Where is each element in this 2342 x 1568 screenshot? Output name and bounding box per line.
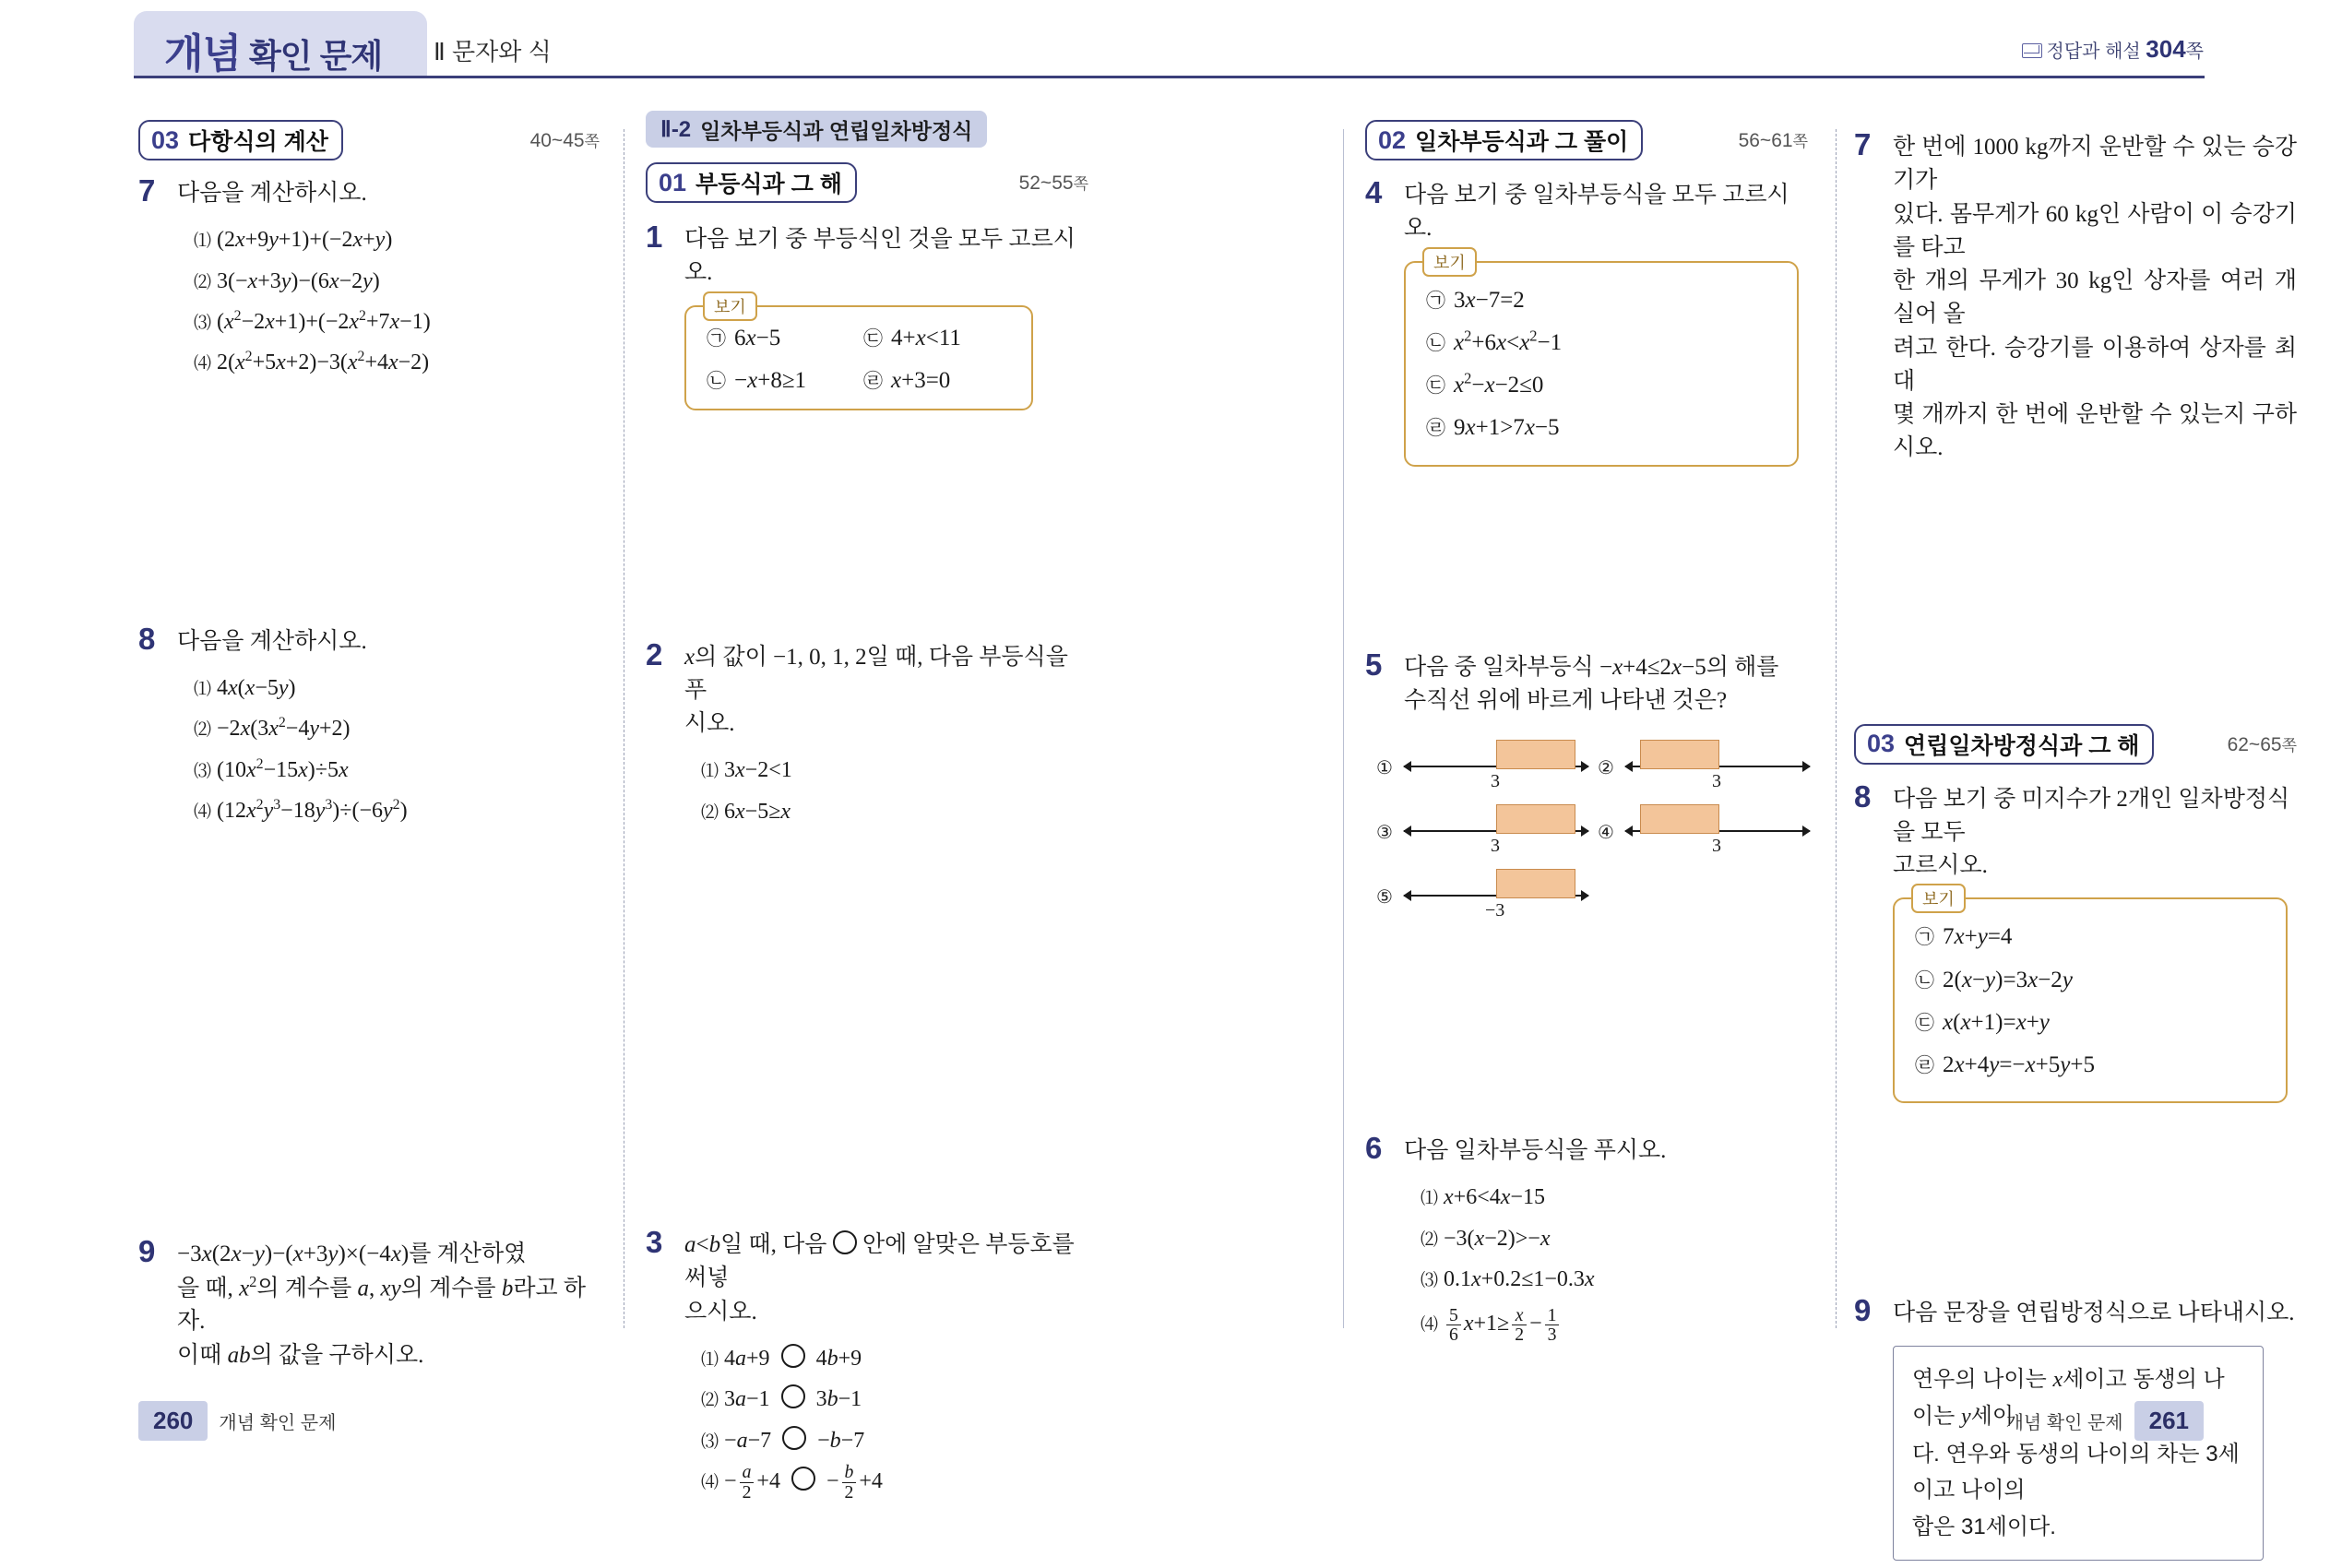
subitem-label: ⑷ — [1421, 1315, 1439, 1336]
choice-expr: 6x−5 — [734, 325, 781, 350]
unit-name: 일차부등식과 연립일차방정식 — [700, 118, 973, 143]
choice-marker: ㉡ — [707, 369, 726, 392]
footer-label-left: 개념 확인 문제 — [219, 1413, 337, 1433]
subitem-expr: $\frac{5}{6}$ x+1≥ $\frac{x}{2}$ − $\frac{1}{3}$ — [1444, 1312, 1562, 1336]
choice-marker: ㉡ — [1426, 331, 1445, 354]
column-2 — [646, 111, 1088, 1509]
subitem-expr: $(10x^2-15x)\div 5x$ — [217, 755, 349, 782]
problem-line-1: 다음 보기 중 미지수가 2개인 일차방정식을 모두 — [1893, 786, 2290, 845]
subitem-label: ⑴ — [701, 1349, 719, 1370]
problem-text: 다음 보기 중 일차부등식을 모두 고르시오. — [1404, 183, 1789, 242]
problem-line-1: x의 값이 −1, 0, 1, 2일 때, 다음 부등식을 푸 — [684, 644, 1068, 703]
subitem-label: ⑵ — [1421, 1229, 1439, 1250]
problem-5 — [1365, 647, 1808, 923]
choice-marker: ㉡ — [1915, 968, 1934, 992]
option-marker: ① — [1376, 758, 1393, 778]
subitem — [1421, 1300, 1808, 1348]
solution-band — [1640, 804, 1719, 834]
column-4 — [1854, 127, 2297, 1568]
bogi-choice — [1426, 279, 1777, 322]
choice-expr: x(x+1)=x+y — [1943, 1009, 2050, 1035]
bogi-choice — [863, 366, 1011, 394]
problem-number: 8 — [1854, 778, 1872, 814]
choice-expr: x+3=0 — [891, 367, 951, 393]
range-unit: 쪽 — [1073, 175, 1088, 193]
section-heading-03-right — [1854, 724, 2297, 765]
subitem — [194, 220, 600, 260]
subitem-label: ⑵ — [701, 1391, 719, 1411]
problem-number: 7 — [138, 173, 156, 208]
problem-text — [684, 1229, 1088, 1329]
section-page-range — [1739, 128, 1808, 152]
numberline-option-3[interactable] — [1376, 802, 1588, 856]
subitem — [701, 1379, 1088, 1420]
footer-right — [2006, 1401, 2204, 1441]
range-unit: 쪽 — [1792, 133, 1808, 150]
problem-line-2: 시오. — [684, 711, 735, 736]
subitem — [1421, 1259, 1808, 1300]
bogi-choice — [1915, 916, 2265, 958]
subitem-expr: 4x(x−5y) — [217, 676, 296, 701]
subitem-label: ⑴ — [194, 680, 212, 700]
subitem-label: ⑷ — [194, 354, 212, 374]
bogi-tag: 보기 — [1911, 884, 1966, 913]
section-page-range — [2228, 732, 2297, 756]
choice-expr: 3x−7=2 — [1454, 287, 1525, 313]
statement-box — [1893, 1346, 2264, 1562]
choice-marker: ㉠ — [1915, 926, 1934, 949]
subitem-label: ⑴ — [194, 232, 212, 252]
problem-line-3: 이때 ab의 값을 구하시오. — [177, 1342, 424, 1368]
problem-line-4: 려고 한다. 승강기를 이용하여 상자를 최대 — [1893, 335, 2297, 394]
bogi-choice — [707, 324, 854, 351]
unit-number: Ⅱ-2 — [660, 116, 692, 142]
problem-subitems — [701, 750, 1088, 832]
bogi-choices — [1426, 279, 1777, 450]
subitem — [194, 261, 600, 302]
bogi-choice — [707, 366, 854, 394]
statement-line-1: 연우의 나이는 x세이고 동생의 나이는 y세이 — [1912, 1366, 2225, 1430]
numberline-option-1[interactable] — [1376, 738, 1588, 791]
subitem — [701, 750, 1088, 790]
subitem-expr: x+6<4x−15 — [1444, 1185, 1545, 1210]
option-marker: ③ — [1376, 823, 1393, 843]
problem-number: 5 — [1365, 647, 1383, 682]
problem-text: 다음 문장을 연립방정식으로 나타내시오. — [1893, 1301, 2295, 1326]
answer-reference — [2022, 35, 2204, 64]
subitem-expr: −a−7 −b−7 — [724, 1429, 864, 1453]
subitem-label: ⑶ — [194, 761, 212, 781]
statement-line-3: 합은 31세이다. — [1912, 1514, 2056, 1539]
bogi-choices — [1915, 916, 2265, 1087]
subitem-label: ⑴ — [1421, 1189, 1439, 1209]
answer-label: 정답과 해설 — [2046, 42, 2141, 62]
tick-label: 3 — [1712, 836, 1721, 856]
choice-marker: ㉠ — [707, 327, 726, 350]
page-title-emphasis: 개념 — [164, 31, 242, 77]
problem-subitems — [1421, 1177, 1808, 1348]
bogi-tag: 보기 — [703, 291, 757, 321]
subitem — [1421, 1218, 1808, 1259]
choice-expr: 7x+y=4 — [1943, 924, 2013, 950]
column-1 — [138, 120, 600, 1380]
tick-label: 3 — [1712, 771, 1721, 791]
subitem — [194, 342, 600, 383]
problem-line-2: 수직선 위에 바르게 나타낸 것은? — [1404, 687, 1728, 713]
bogi-choice — [1426, 322, 1777, 364]
problem-line-2: 으시오. — [684, 1299, 757, 1324]
subitem-expr: 3a−1 3b−1 — [724, 1387, 862, 1411]
subitem-expr: $(12x^2y^3-18y^3)\div(-6y^2)$ — [217, 797, 408, 824]
tick-label: 3 — [1491, 836, 1500, 856]
solution-band — [1496, 740, 1575, 769]
problem-1 — [646, 220, 1088, 410]
page-number-right: 261 — [2134, 1401, 2204, 1441]
problem-line-1: 다음 중 일차부등식 −x+4≤2x−5의 해를 — [1404, 654, 1779, 680]
subitem — [194, 750, 600, 790]
option-marker: ④ — [1598, 823, 1614, 843]
solution-band — [1640, 740, 1719, 769]
choice-expr: −x+8≥1 — [734, 367, 807, 393]
problem-number: 1 — [646, 220, 663, 254]
subitem-label: ⑴ — [701, 762, 719, 782]
section-page-range — [530, 128, 600, 152]
problem-6 — [1365, 1131, 1808, 1348]
problem-number: 7 — [1854, 127, 1872, 161]
problem-line-1: 한 번에 1000 kg까지 운반할 수 있는 승강기가 — [1893, 135, 2297, 194]
option-marker: ② — [1598, 758, 1614, 778]
numberline-option-4[interactable] — [1598, 802, 1810, 856]
bogi-choice — [863, 324, 1011, 351]
choice-expr: 9x+1>7x−5 — [1454, 415, 1560, 441]
page-header — [0, 0, 2342, 90]
column-3 — [1365, 120, 1808, 1356]
subitem — [194, 790, 600, 831]
problem-2 — [646, 636, 1088, 833]
section-name: 부등식과 그 해 — [695, 172, 842, 197]
choice-expr: 4+x<11 — [891, 325, 961, 350]
book-icon — [2022, 43, 2042, 58]
subitem-label: ⑷ — [194, 802, 212, 823]
choice-marker: ㉠ — [1426, 289, 1445, 312]
section-name: 일차부등식과 그 풀이 — [1415, 129, 1629, 155]
problem-line-2: 있다. 몸무게가 60 kg인 사람이 이 승강기를 타고 — [1893, 201, 2297, 260]
subitem-label: ⑵ — [701, 802, 719, 823]
numberline-option-5[interactable] — [1376, 867, 1588, 921]
problem-9 — [138, 1233, 600, 1372]
subitem — [701, 791, 1088, 832]
subitem-expr: 3(−x+3y)−(6x−2y) — [217, 268, 380, 293]
answer-page: 304 — [2146, 35, 2186, 63]
subitem — [194, 668, 600, 708]
section-heading-01 — [646, 162, 1088, 203]
answer-page-unit: 쪽 — [2185, 42, 2204, 62]
section-pill — [1854, 724, 2154, 765]
subitem — [701, 1420, 1088, 1461]
section-number: 02 — [1378, 125, 1407, 154]
subitem-expr: 6x−5≥x — [724, 799, 791, 824]
section-number: 03 — [1867, 730, 1896, 757]
section-heading-03 — [138, 120, 600, 160]
subitem-expr: (2x+9y+1)+(−2x+y) — [217, 228, 393, 253]
bogi-choice — [1426, 364, 1777, 407]
subitem-expr: −3(x−2)>−x — [1444, 1226, 1551, 1251]
problem-8-right — [1854, 778, 2297, 1104]
choice-expr: 2(x−y)=3x−2y — [1943, 967, 2073, 992]
subitem-expr: − $\frac{a}{2}$ +4 − $\frac{b}{2}$ +4 — [724, 1462, 883, 1503]
problem-text — [177, 1238, 600, 1372]
solution-band — [1496, 804, 1575, 834]
chapter-label: Ⅱ 문자와 식 — [434, 38, 552, 65]
bogi-choices — [707, 324, 1011, 394]
option-marker: ⑤ — [1376, 887, 1393, 908]
section-pill — [138, 120, 343, 160]
subitem-label: ⑷ — [701, 1472, 719, 1492]
problem-subitems — [701, 1338, 1088, 1503]
problem-7-right — [1854, 127, 2297, 466]
footer-left — [138, 1401, 336, 1441]
choice-marker: ㉣ — [1915, 1054, 1934, 1076]
range-unit: 쪽 — [584, 133, 600, 150]
subitem-label: ⑵ — [194, 272, 212, 292]
problem-number: 4 — [1365, 175, 1383, 209]
subitem-label: ⑶ — [701, 1431, 719, 1452]
column-divider-2 — [1343, 129, 1344, 1328]
problem-line-3: 한 개의 무게가 30 kg인 상자를 여러 개 실어 올 — [1893, 268, 2297, 327]
problem-line-2: 을 때, $x^2$의 계수를 a, xy의 계수를 b라고 하자. — [177, 1272, 587, 1335]
problem-3 — [646, 1225, 1088, 1503]
choice-marker: ㉢ — [1426, 374, 1445, 397]
problem-number: 2 — [646, 636, 663, 671]
section-pill — [1365, 120, 1643, 160]
choice-expr: $x^2+6x<x^2-1$ — [1454, 327, 1563, 355]
problem-text — [1893, 783, 2297, 884]
section-number: 03 — [151, 125, 180, 154]
unit-chip — [646, 111, 1088, 148]
footer-label-right: 개념 확인 문제 — [2005, 1413, 2123, 1433]
range-unit: 쪽 — [2281, 736, 2297, 754]
range-value: 62~65 — [2227, 733, 2282, 755]
bogi-box — [1893, 890, 2288, 1103]
subitem-expr: $2(x^2+5x+2)-3(x^2+4x-2)$ — [217, 349, 430, 375]
problem-number: 3 — [646, 1225, 663, 1260]
section-name: 연립일차방정식과 그 해 — [1904, 732, 2140, 759]
solution-band — [1496, 869, 1575, 898]
choice-marker: ㉣ — [863, 369, 883, 392]
section-pill — [646, 162, 857, 203]
choice-marker: ㉢ — [1915, 1011, 1934, 1034]
page-title-rest: 확인 문제 — [241, 37, 383, 75]
subitem — [194, 708, 600, 749]
subitem-expr: 3x−2<1 — [724, 758, 792, 783]
choice-expr: $x^2-x-2\le 0$ — [1454, 369, 1544, 398]
numberline-option-2[interactable] — [1598, 738, 1810, 791]
range-value: 56~61 — [1738, 130, 1793, 151]
problem-line-5: 몇 개까지 한 번에 운반할 수 있는지 구하시오. — [1893, 402, 2297, 461]
problem-text: 다음을 계산하시오. — [177, 628, 367, 654]
statement-line-2: 다. 연우와 동생의 나이의 차는 3세이고 나이의 — [1912, 1441, 2240, 1503]
numberline-options — [1376, 738, 1810, 922]
problem-number: 6 — [1365, 1131, 1383, 1165]
problem-subitems — [194, 220, 600, 384]
tick-label: −3 — [1485, 900, 1505, 921]
problem-8 — [138, 621, 600, 832]
problem-text: 다음 보기 중 부등식인 것을 모두 고르시오. — [684, 227, 1076, 286]
bogi-choice — [1915, 959, 2265, 1002]
page-title — [164, 20, 382, 79]
subitem-label: ⑶ — [194, 314, 212, 334]
problem-number: 9 — [138, 1233, 156, 1268]
subitem — [1421, 1177, 1808, 1218]
problem-text — [684, 641, 1088, 742]
subitem-label: ⑶ — [1421, 1271, 1439, 1291]
bogi-box — [1404, 253, 1799, 467]
problem-number: 9 — [1854, 1293, 1872, 1328]
problem-number: 8 — [138, 621, 156, 656]
problem-text — [1404, 651, 1808, 719]
problem-line-1: −3x(2x−y)−(x+3y)×(−4x)를 계산하였 — [177, 1241, 527, 1266]
section-page-range — [1019, 171, 1088, 195]
problem-subitems — [194, 668, 600, 832]
bogi-choice — [1915, 1044, 2265, 1087]
subitem-expr: 4a+9 4b+9 — [724, 1347, 862, 1371]
page-number-left: 260 — [138, 1401, 208, 1441]
subitem-label: ⑵ — [194, 720, 212, 741]
bogi-box — [684, 297, 1033, 410]
choice-marker: ㉣ — [1426, 417, 1445, 440]
range-value: 40~45 — [529, 130, 585, 151]
section-heading-02 — [1365, 120, 1808, 160]
problem-4 — [1365, 175, 1808, 467]
problem-7 — [138, 173, 600, 384]
problem-line-1: a<b일 때, 다음 안에 알맞은 부등호를 써넣 — [684, 1232, 1075, 1291]
column-divider-3 — [1836, 129, 1837, 1328]
section-number: 01 — [659, 168, 687, 196]
range-value: 52~55 — [1018, 172, 1074, 194]
bogi-choice — [1915, 1002, 2265, 1044]
problem-text: 다음 일차부등식을 푸시오. — [1404, 1138, 1667, 1163]
subitem — [701, 1338, 1088, 1379]
tick-label: 3 — [1491, 771, 1500, 791]
unit-chip-box — [646, 111, 987, 148]
subitem — [194, 302, 600, 342]
bogi-tag: 보기 — [1422, 247, 1477, 277]
problem-text: 다음을 계산하시오. — [177, 181, 367, 206]
bogi-choice — [1426, 407, 1777, 449]
section-name: 다항식의 계산 — [188, 129, 328, 155]
choice-marker: ㉢ — [863, 327, 883, 350]
subitem — [701, 1461, 1088, 1502]
choice-expr: 2x+4y=−x+5y+5 — [1943, 1052, 2095, 1077]
problem-text — [1893, 131, 2297, 466]
problem-line-2: 고르시오. — [1893, 853, 1988, 878]
subitem-expr: $-2x(3x^2-4y+2)$ — [217, 715, 351, 742]
subitem-expr: $(x^2-2x+1)+(-2x^2+7x-1)$ — [217, 308, 431, 335]
subitem-expr: 0.1x+0.2≤1−0.3x — [1444, 1267, 1595, 1292]
